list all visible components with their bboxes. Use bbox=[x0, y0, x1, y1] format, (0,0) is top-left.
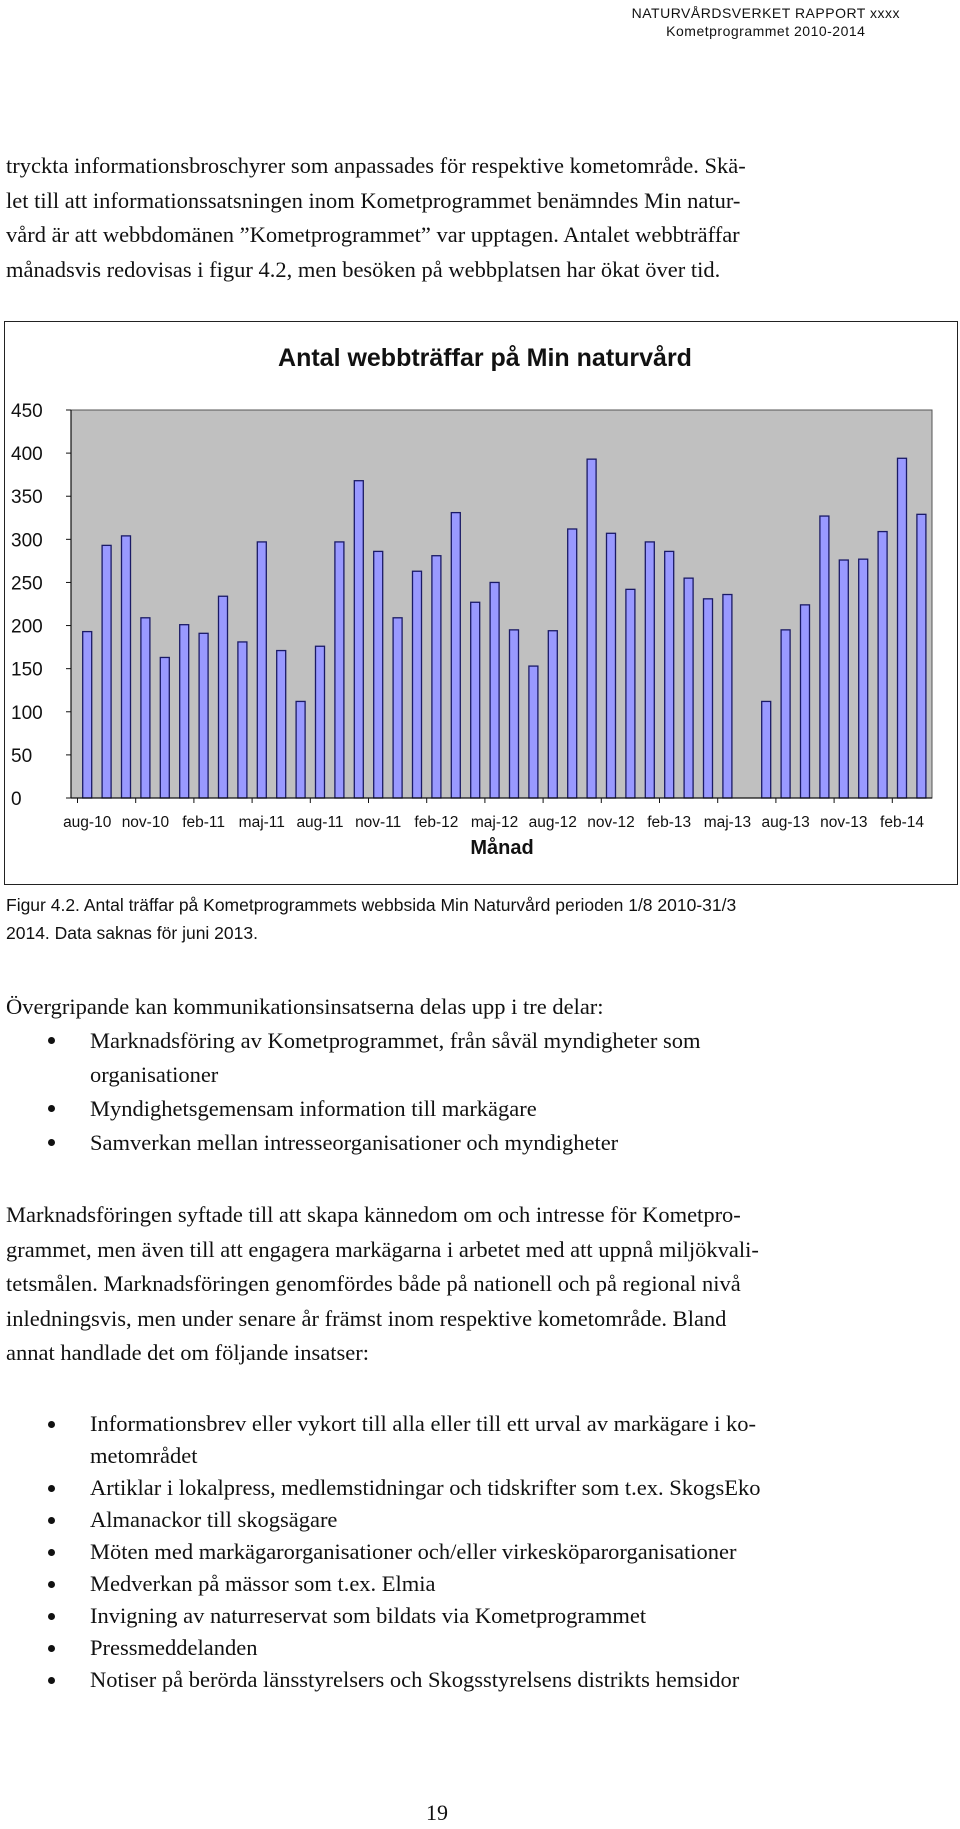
figure-caption bbox=[6, 891, 736, 947]
list-item bbox=[0, 1632, 900, 1664]
list-item bbox=[0, 1504, 900, 1536]
bar bbox=[898, 458, 907, 798]
bar bbox=[471, 602, 480, 798]
x-tick-label: feb-14 bbox=[880, 814, 924, 831]
bar bbox=[548, 631, 557, 798]
bar bbox=[393, 618, 402, 798]
x-axis-title: Månad bbox=[470, 837, 534, 859]
bar bbox=[490, 582, 499, 798]
list-item bbox=[0, 1092, 900, 1126]
bar bbox=[199, 633, 208, 798]
bar bbox=[432, 556, 441, 798]
bullet-icon bbox=[48, 1549, 55, 1556]
bar bbox=[141, 618, 150, 798]
text-line: grammet, men även till att engagera markägarna i arbetet med att uppnå miljökvali- bbox=[6, 1236, 759, 1262]
text-line: vård är att webbdomänen ”Kometprogrammet” var upptagen. Antalet webbträffar bbox=[6, 222, 740, 247]
text-line: let till att informationssatsningen inom Kometprogrammet benämndes Min natur- bbox=[6, 187, 741, 213]
report-title: NATURVÅRDSVERKET RAPPORT xxxx bbox=[631, 5, 900, 21]
text-line: månadsvis redovisas i figur 4.2, men besöken på webbplatsen har ökat över tid. bbox=[6, 256, 721, 282]
list-item-text: Myndighetsgemensam information till markägare bbox=[90, 1096, 537, 1121]
list-item bbox=[0, 1408, 900, 1472]
x-tick-label: aug-13 bbox=[761, 814, 810, 831]
list-item-text: Samverkan mellan intresseorganisationer och myndigheter bbox=[90, 1130, 619, 1155]
x-tick-label: feb-11 bbox=[182, 814, 226, 831]
bullet-icon bbox=[48, 1139, 55, 1146]
text-line: Marknadsföringen syftade till att skapa kännedom om och intresse för Kometpro- bbox=[6, 1202, 741, 1227]
bullet-icon bbox=[48, 1645, 55, 1652]
list-item bbox=[0, 1568, 900, 1600]
text-line: annat handlade det om följande insatser: bbox=[6, 1340, 369, 1365]
bar bbox=[219, 596, 228, 798]
list-item-text: Artiklar i lokalpress, medlemstidningar och tidskrifter som t.ex. SkogsEko bbox=[90, 1475, 761, 1500]
list-item bbox=[0, 1664, 900, 1696]
paragraph-overview bbox=[6, 990, 886, 1025]
x-tick-label: nov-11 bbox=[355, 814, 402, 831]
figure-4-2 bbox=[4, 321, 958, 885]
list-item bbox=[0, 1600, 900, 1632]
list-item-text: Invigning av naturreservat som bildats via Kometprogrammet bbox=[90, 1603, 647, 1628]
x-tick-label: nov-13 bbox=[820, 814, 868, 831]
bullet-icon bbox=[48, 1421, 55, 1428]
bar bbox=[335, 542, 344, 798]
bullet-list-activities bbox=[0, 1408, 900, 1696]
y-tick-label: 450 bbox=[11, 401, 43, 422]
text-line: tetsmålen. Marknadsföringen genomfördes både på nationell och på regional nivå bbox=[6, 1271, 741, 1296]
x-tick-label: maj-13 bbox=[703, 814, 752, 831]
bar bbox=[374, 551, 383, 798]
bullet-icon bbox=[48, 1677, 55, 1684]
list-item-text: Almanackor till skogsägare bbox=[90, 1507, 338, 1532]
bar bbox=[122, 536, 131, 798]
y-tick-label: 350 bbox=[11, 487, 43, 509]
list-item bbox=[0, 1024, 900, 1092]
chart-title: Antal webbträffar på Min naturvård bbox=[278, 344, 692, 372]
y-tick-label: 400 bbox=[11, 444, 43, 466]
bar bbox=[684, 578, 693, 798]
bar bbox=[878, 532, 887, 798]
bar bbox=[704, 599, 713, 798]
bullet-icon bbox=[48, 1581, 55, 1588]
caption-line: 2014. Data saknas för juni 2013. bbox=[6, 923, 258, 943]
list-item-text: Marknadsföring av Kometprogrammet, från såväl myndigheter som bbox=[90, 1028, 701, 1053]
bullet-icon bbox=[48, 1613, 55, 1620]
y-tick-label: 300 bbox=[11, 530, 43, 552]
report-subtitle: Kometprogrammet 2010-2014 bbox=[666, 23, 866, 39]
bar bbox=[451, 513, 460, 798]
bar bbox=[587, 459, 596, 798]
bar bbox=[801, 605, 810, 798]
bar bbox=[102, 545, 111, 798]
text-line: inledningsvis, men under senare år främst inom respektive kometområde. Bland bbox=[6, 1305, 727, 1331]
y-tick-label: 50 bbox=[11, 745, 33, 767]
bullet-icon bbox=[48, 1037, 55, 1044]
list-item-text: Möten med markägarorganisationer och/eller virkesköparorganisationer bbox=[90, 1539, 737, 1564]
bar bbox=[83, 632, 92, 798]
x-tick-label: feb-13 bbox=[647, 814, 692, 831]
bar bbox=[160, 657, 169, 798]
bullet-icon bbox=[48, 1517, 55, 1524]
bar bbox=[238, 642, 247, 798]
bar bbox=[665, 551, 674, 798]
page-number: 19 bbox=[426, 1800, 448, 1825]
bar bbox=[723, 595, 732, 798]
x-tick-label: aug-11 bbox=[296, 814, 344, 831]
list-item bbox=[0, 1536, 900, 1568]
bar bbox=[296, 701, 305, 798]
list-item-text: organisationer bbox=[90, 1062, 219, 1087]
list-item-text: Notiser på berörda länsstyrelsers och Skogsstyrelsens distrikts hemsidor bbox=[90, 1667, 740, 1692]
bar bbox=[413, 571, 422, 798]
x-tick-label: aug-10 bbox=[63, 814, 112, 831]
paragraph-marketing bbox=[6, 1198, 886, 1371]
list-item-text: Pressmeddelanden bbox=[90, 1635, 258, 1660]
x-tick-label: feb-12 bbox=[414, 814, 459, 831]
list-item-text: metområdet bbox=[90, 1443, 198, 1468]
bullet-list-parts bbox=[0, 1024, 900, 1160]
bar bbox=[645, 542, 654, 798]
bar bbox=[626, 589, 635, 798]
bar bbox=[277, 651, 286, 798]
bar bbox=[568, 529, 577, 798]
y-tick-label: 250 bbox=[11, 573, 43, 595]
bar bbox=[510, 630, 519, 798]
text-line: tryckta informationsbroschyrer som anpassades för respektive kometområde. Skä- bbox=[6, 153, 746, 178]
bar bbox=[607, 533, 616, 798]
bar bbox=[781, 630, 790, 798]
x-tick-label: maj-12 bbox=[470, 814, 519, 831]
bar bbox=[316, 646, 325, 798]
bar bbox=[257, 542, 266, 798]
bar bbox=[839, 560, 848, 798]
x-tick-label: maj-11 bbox=[238, 814, 285, 831]
bar bbox=[180, 625, 189, 798]
bar bbox=[820, 516, 829, 798]
list-item-text: Medverkan på mässor som t.ex. Elmia bbox=[90, 1571, 436, 1596]
list-item bbox=[0, 1126, 900, 1160]
x-tick-label: nov-10 bbox=[121, 814, 170, 831]
page-header bbox=[632, 4, 900, 40]
y-tick-label: 100 bbox=[11, 702, 43, 724]
bar bbox=[354, 481, 363, 798]
x-tick-label: aug-12 bbox=[528, 814, 577, 831]
y-tick-label: 150 bbox=[11, 659, 43, 681]
bar bbox=[859, 559, 868, 798]
intro-paragraph bbox=[6, 149, 886, 287]
bullet-icon bbox=[48, 1485, 55, 1492]
caption-line: Figur 4.2. Antal träffar på Kometprogrammets webbsida Min Naturvård perioden 1/8 2010-31/3 bbox=[6, 895, 737, 915]
bar bbox=[762, 701, 771, 798]
text-line: Övergripande kan kommunikationsinsatserna delas upp i tre delar: bbox=[6, 994, 604, 1019]
bar bbox=[529, 666, 538, 798]
y-tick-label: 0 bbox=[11, 789, 22, 810]
y-tick-label: 200 bbox=[11, 616, 43, 638]
x-tick-label: nov-12 bbox=[587, 814, 635, 831]
bar-chart bbox=[5, 322, 956, 883]
bar bbox=[917, 514, 926, 798]
bullet-icon bbox=[48, 1105, 55, 1112]
list-item bbox=[0, 1472, 900, 1504]
list-item-text: Informationsbrev eller vykort till alla eller till ett urval av markägare i ko- bbox=[90, 1411, 757, 1436]
